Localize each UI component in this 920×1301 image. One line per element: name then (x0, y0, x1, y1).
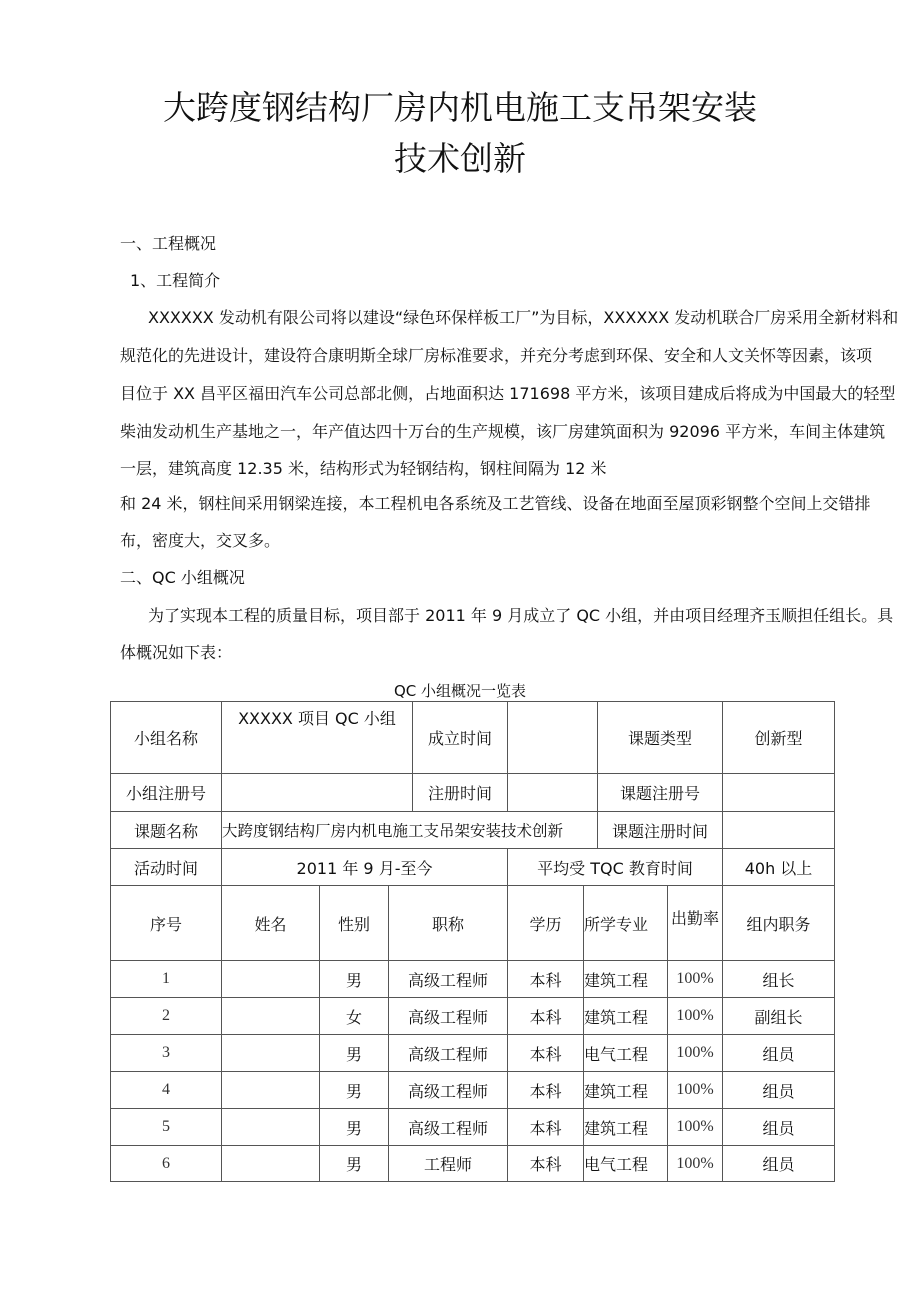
column-header-gender: 性别 (319, 885, 389, 961)
column-header-education: 学历 (507, 885, 584, 961)
cell-attendance: 100% (667, 1071, 723, 1109)
value-activity-time: 2011 年 9 月-至今 (221, 848, 508, 886)
intro-paragraph-line: 柴油发动机生产基地之一，年产值达四十万台的生产规模，该厂房建筑面积为 92096 平方米，车间主体建筑 (120, 422, 886, 441)
value-topic-name: 大跨度钢结构厂房内机电施工支吊架安装技术创新 (221, 811, 598, 849)
cell-gender: 男 (319, 1071, 389, 1109)
label-reg-time: 注册时间 (412, 773, 508, 812)
cell-title: 工程师 (388, 1145, 508, 1182)
cell-role: 组长 (722, 960, 835, 998)
label-topic-reg-time: 课题注册时间 (597, 811, 723, 849)
label-tqc-education-time: 平均受 TQC 教育时间 (507, 848, 723, 886)
cell-name (221, 1034, 320, 1072)
cell-role: 组员 (722, 1034, 835, 1072)
cell-major: 建筑工程 (583, 1108, 668, 1146)
label-topic-name: 课题名称 (110, 811, 222, 849)
cell-title: 高级工程师 (388, 1071, 508, 1109)
value-founded-time (507, 701, 598, 774)
cell-education: 本科 (507, 997, 584, 1035)
cell-gender: 女 (319, 997, 389, 1035)
cell-major: 电气工程 (583, 1145, 668, 1182)
label-activity-time: 活动时间 (110, 848, 222, 886)
intro-paragraph-line: XXXXXX 发动机有限公司将以建设“绿色环保样板工厂”为目标，XXXXXX 发动机联合厂房采用全新材料和 (148, 308, 899, 327)
cell-major: 建筑工程 (583, 960, 668, 998)
qc-paragraph-line: 为了实现本工程的质量目标，项目部于 2011 年 9 月成立了 QC 小组，并由项目经理齐玉顺担任组长。具 (148, 606, 894, 625)
column-header-name: 姓名 (221, 885, 320, 961)
table-caption: QC 小组概况一览表 (393, 682, 527, 700)
column-header-attendance: 出勤率 (667, 885, 723, 961)
cell-major: 电气工程 (583, 1034, 668, 1072)
column-header-major: 所学专业 (583, 885, 668, 961)
cell-education: 本科 (507, 1145, 584, 1182)
label-topic-type: 课题类型 (597, 701, 723, 774)
cell-gender: 男 (319, 1034, 389, 1072)
document-title-line-1: 大跨度钢结构厂房内机电施工支吊架安装 (163, 88, 757, 127)
value-group-reg-no (221, 773, 413, 812)
cell-attendance: 100% (667, 1108, 723, 1146)
cell-no: 1 (110, 960, 222, 998)
intro-paragraph-line: 规范化的先进设计，建设符合康明斯全球厂房标准要求，并充分考虑到环保、安全和人文关怀等因素，该项 (120, 346, 873, 365)
cell-no: 5 (110, 1108, 222, 1146)
cell-no: 2 (110, 997, 222, 1035)
label-group-name: 小组名称 (110, 701, 222, 774)
label-topic-reg-no: 课题注册号 (597, 773, 723, 812)
cell-attendance: 100% (667, 997, 723, 1035)
cell-role: 副组长 (722, 997, 835, 1035)
column-header-no: 序号 (110, 885, 222, 961)
cell-name (221, 1145, 320, 1182)
intro-paragraph-line: 一层，建筑高度 12.35 米，结构形式为轻钢结构，钢柱间隔为 12 米 (120, 459, 607, 478)
cell-name (221, 1108, 320, 1146)
label-group-reg-no: 小组注册号 (110, 773, 222, 812)
value-topic-reg-time (722, 811, 835, 849)
value-reg-time (507, 773, 598, 812)
cell-name (221, 997, 320, 1035)
cell-education: 本科 (507, 1108, 584, 1146)
cell-gender: 男 (319, 1145, 389, 1182)
cell-education: 本科 (507, 960, 584, 998)
document-title-line-2: 技术创新 (394, 139, 526, 178)
cell-role: 组员 (722, 1145, 835, 1182)
cell-attendance: 100% (667, 960, 723, 998)
cell-role: 组员 (722, 1108, 835, 1146)
cell-role: 组员 (722, 1071, 835, 1109)
cell-education: 本科 (507, 1034, 584, 1072)
value-group-name: XXXXX 项目 QC 小组 (221, 701, 413, 774)
section-heading-overview: 一、工程概况 (120, 234, 217, 253)
column-header-title: 职称 (388, 885, 508, 961)
value-topic-type: 创新型 (722, 701, 835, 774)
cell-title: 高级工程师 (388, 997, 508, 1035)
cell-no: 3 (110, 1034, 222, 1072)
intro-paragraph-line: 和 24 米，钢柱间采用钢梁连接，本工程机电各系统及工艺管线、设备在地面至屋顶彩钢整个空间上交错排 (120, 494, 871, 513)
cell-gender: 男 (319, 1108, 389, 1146)
cell-major: 建筑工程 (583, 997, 668, 1035)
qc-paragraph-line: 体概况如下表： (120, 643, 233, 662)
value-tqc-education-time: 40h 以上 (722, 848, 835, 886)
cell-title: 高级工程师 (388, 1108, 508, 1146)
cell-gender: 男 (319, 960, 389, 998)
cell-name (221, 960, 320, 998)
cell-no: 4 (110, 1071, 222, 1109)
cell-education: 本科 (507, 1071, 584, 1109)
value-topic-reg-no (722, 773, 835, 812)
column-header-role: 组内职务 (722, 885, 835, 961)
cell-major: 建筑工程 (583, 1071, 668, 1109)
cell-title: 高级工程师 (388, 960, 508, 998)
cell-no: 6 (110, 1145, 222, 1182)
cell-attendance: 100% (667, 1034, 723, 1072)
cell-name (221, 1071, 320, 1109)
cell-title: 高级工程师 (388, 1034, 508, 1072)
intro-paragraph-line: 目位于 XX 昌平区福田汽车公司总部北侧，占地面积达 171698 平方米，该项目建成后将成为中国最大的轻型 (120, 384, 896, 403)
section-heading-qc-group: 二、QC 小组概况 (120, 568, 245, 587)
subsection-heading-intro: 1、工程简介 (130, 271, 221, 290)
cell-attendance: 100% (667, 1145, 723, 1182)
label-founded-time: 成立时间 (412, 701, 508, 774)
intro-paragraph-line: 布，密度大，交叉多。 (120, 531, 281, 550)
